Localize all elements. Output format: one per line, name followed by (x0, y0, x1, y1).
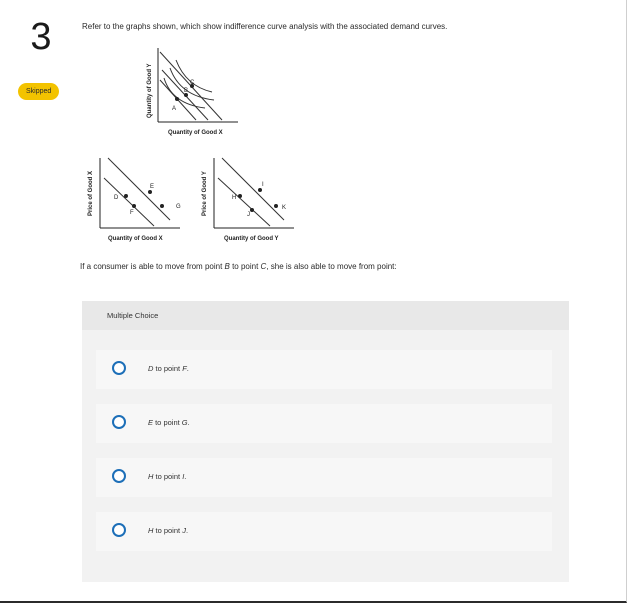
demand-y-graph (202, 158, 294, 242)
option-to: F (182, 364, 187, 373)
option-mid: to point (153, 418, 182, 427)
multiple-choice-panel (82, 301, 569, 582)
question-text (80, 262, 397, 271)
question-text-part3: , she is also able to move from point: (266, 262, 397, 271)
option-e-to-g[interactable] (96, 404, 552, 443)
option-label (148, 472, 186, 481)
option-label (148, 418, 190, 427)
option-to: I (182, 472, 185, 481)
radio-button[interactable] (112, 361, 126, 375)
radio-button[interactable] (112, 469, 126, 483)
option-end: . (184, 472, 187, 481)
point-b-label: B (184, 88, 189, 94)
option-mid: to point (153, 364, 183, 373)
point-c-label: C (190, 80, 195, 86)
option-end: . (185, 526, 189, 535)
multiple-choice-header (82, 301, 569, 330)
right-xlabel: Quantity of Good Y (224, 236, 279, 242)
option-from: D (148, 364, 154, 373)
question-point-c: C (260, 262, 267, 271)
option-label (148, 526, 188, 535)
option-mid: to point (153, 472, 183, 481)
point-k-label: K (282, 205, 287, 211)
point-j-label: J (247, 212, 250, 218)
radio-button[interactable] (112, 523, 126, 537)
point-d-label: D (114, 195, 119, 201)
point-a-label: A (172, 106, 177, 112)
option-to: J (182, 526, 186, 535)
option-d-to-f[interactable] (96, 350, 552, 389)
point-i-label: I (262, 182, 264, 188)
point-e-label: E (150, 184, 155, 190)
point-g-label: G (176, 204, 181, 210)
option-from: H (148, 526, 154, 535)
option-to: G (181, 418, 188, 427)
option-from: E (148, 418, 154, 427)
radio-button[interactable] (112, 415, 126, 429)
top-xlabel: Quantity of Good X (168, 130, 223, 136)
top-ylabel: Quantity of Good Y (147, 63, 153, 118)
multiple-choice-title: Multiple Choice (107, 311, 159, 320)
option-end: . (187, 418, 190, 427)
left-ylabel: Price of Good X (88, 170, 94, 216)
question-text-part2: to point (229, 262, 261, 271)
option-h-to-i[interactable] (96, 458, 552, 497)
option-label (148, 364, 189, 373)
question-prompt: Refer to the graphs shown, which show indifference curve analysis with the associated demand curves. (82, 22, 448, 31)
indifference-graph (147, 48, 238, 136)
option-end: . (186, 364, 189, 373)
left-xlabel: Quantity of Good X (108, 236, 163, 242)
status-badge: Skipped (18, 83, 59, 100)
option-mid: to point (153, 526, 183, 535)
question-number: 3 (30, 16, 52, 58)
demand-x-graph (88, 158, 181, 242)
right-ylabel: Price of Good Y (202, 171, 208, 216)
option-h-to-j[interactable] (96, 512, 552, 551)
point-h-label: H (232, 195, 237, 201)
option-from: H (148, 472, 154, 481)
question-text-part1: If a consumer is able to move from point (80, 262, 225, 271)
question-point-b: B (224, 262, 230, 271)
graphs-figure (0, 0, 628, 260)
point-f-label: F (130, 210, 134, 216)
